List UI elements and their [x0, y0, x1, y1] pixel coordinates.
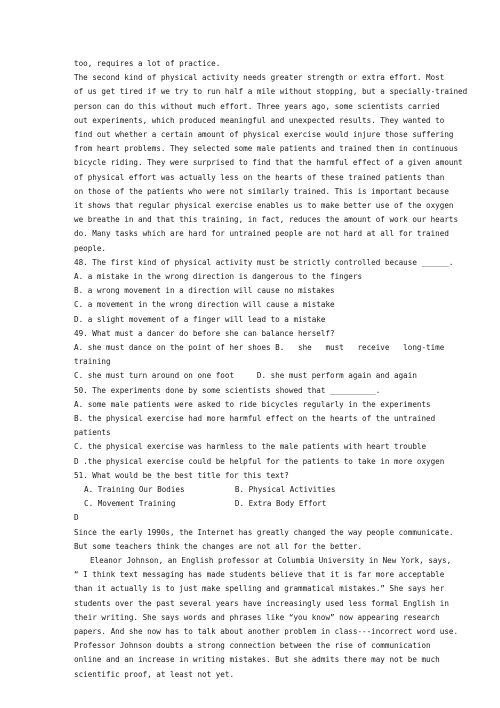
- text-line: Since the early 1990s, the Internet has greatly changed the way people communicate.: [74, 527, 454, 537]
- text-line: we breathe in and that this training, in fact, reduces the amount of work our hearts: [74, 215, 459, 225]
- text-line: But some teachers think the changes are not all for the better.: [74, 541, 363, 551]
- text-line: online and an increase in writing mistakes. But she admits there may not be much: [74, 655, 440, 665]
- text-line: bicycle riding. They were surprised to find that the harmful effect of a given amount: [74, 158, 463, 168]
- text-line: of physical effort was actually less on the hearts of these trained patients than: [74, 172, 445, 182]
- option-50-a: A. some male patients were asked to ride bicycles regularly in the experiments: [74, 399, 431, 409]
- option-49-a-b: A. she must dance on the point of her shoes B. she must receive long-time: [74, 343, 445, 352]
- text-line: papers. And she now has to talk about another problem in class---incorrect word use.: [74, 627, 459, 636]
- text-line: find out whether a certain amount of physical exercise would injure those suffering: [74, 130, 454, 139]
- option-48-d: D. a slight movement of a finger will lead to a mistake: [74, 314, 326, 324]
- option-51-c-d: C. Movement Training D. Extra Body Effort: [84, 499, 327, 509]
- text-line: from heart problems. They selected some male patients and trained them in continuous: [74, 144, 459, 154]
- text-line: do. Many tasks which are hard for untrained people are not hard at all for trained: [74, 229, 449, 239]
- text-line: Professor Johnson doubts a strong connection between the rise of communication: [74, 641, 431, 651]
- text-line: scientific proof, at least not yet.: [74, 669, 235, 679]
- text-line: training: [74, 357, 111, 367]
- option-50-b: B. the physical exercise had more harmful effect on the hearts of the untrained: [74, 414, 436, 423]
- text-line: out experiments, which produced meaningful and unexpected results. They wanted to: [74, 115, 445, 125]
- text-line: their writing. She says words and phrases like “you know” now appearing research: [74, 612, 440, 622]
- option-48-c: C. a movement in the wrong direction will cause a mistake: [74, 300, 335, 310]
- text-line: patients: [74, 428, 111, 438]
- section-heading: D: [74, 513, 79, 523]
- question-51: 51. What would be the best title for this text?: [74, 470, 289, 480]
- text-line: The second kind of physical activity needs greater strength or extra effort. Most: [74, 73, 445, 83]
- question-50: 50. The experiments done by some scientists showed that __________.: [74, 385, 381, 395]
- option-51-a-b: A. Training Our Bodies B. Physical Activities: [84, 485, 336, 494]
- text-line: than it actually is to just make spelling and grammatical mistakes.” She says her: [74, 584, 445, 594]
- option-48-a: A. a mistake in the wrong direction is dangerous to the fingers: [74, 272, 363, 281]
- text-line: people.: [74, 243, 107, 253]
- text-line: Eleanor Johnson, an English professor at Columbia University in New York, says,: [90, 556, 452, 565]
- option-50-d: D .the physical exercise could be helpful for the patients to take in more oxygen: [74, 456, 445, 466]
- text-line: too, requires a lot of practice.: [74, 59, 221, 68]
- option-48-b: B. a wrong movement in a direction will cause no mistakes: [74, 286, 335, 296]
- text-line: students over the past several years have increasingly used less formal English in: [74, 598, 449, 608]
- option-49-c-d: C. she must turn around on one foot D. she must perform again and again: [74, 371, 417, 381]
- text-line: on those of the patients who were not similarly trained. This is important because: [74, 186, 449, 196]
- question-48: 48. The first kind of physical activity must be strictly controlled because ______.: [74, 257, 454, 267]
- text-line: of us get tired if we try to run half a mile without stopping, but a specially-trained: [74, 87, 468, 97]
- text-line: “ I think text messaging has made students believe that it is far more acceptable: [74, 570, 445, 580]
- text-line: it shows that regular physical exercise enables us to make better use of the oxygen: [74, 201, 454, 210]
- option-50-c: C. the physical exercise was harmless to the male patients with heart trouble: [74, 442, 427, 452]
- text-line: person can do this without much effort. Three years ago, some scientists carried: [74, 101, 440, 111]
- question-49: 49. What must a dancer do before she can balance herself?: [74, 328, 335, 338]
